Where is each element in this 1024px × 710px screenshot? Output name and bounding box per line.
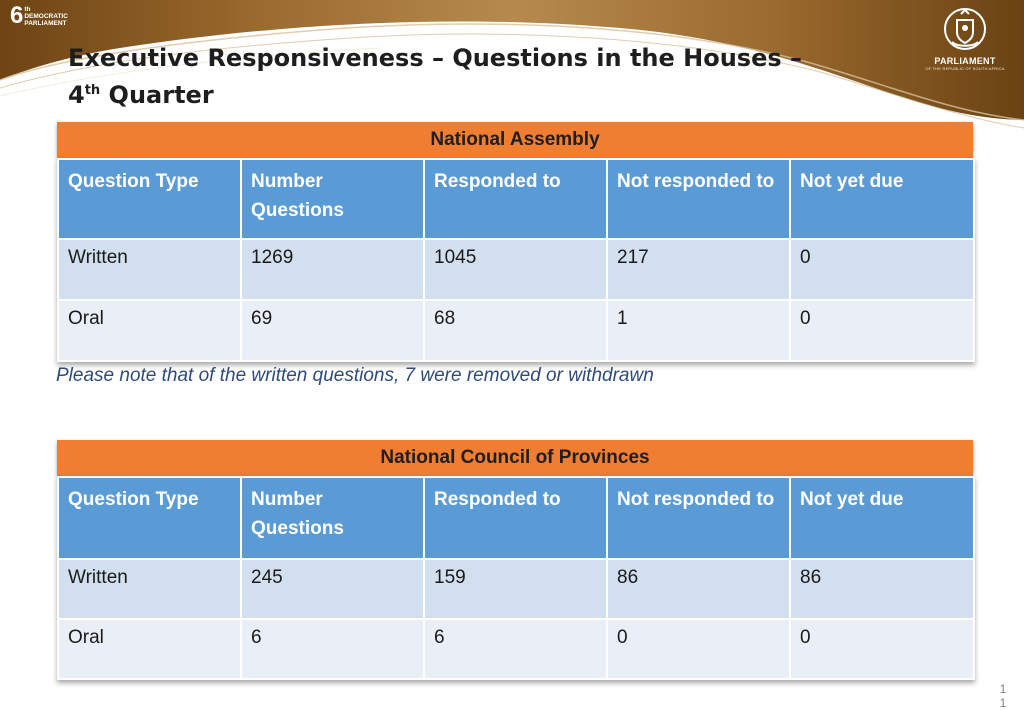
withdrawn-questions-note: Please note that of the written questions, 7 were removed or withdrawn — [56, 365, 654, 386]
column-header: Not yet due — [790, 477, 974, 559]
table-cell: 68 — [424, 300, 607, 361]
column-header: Not responded to — [607, 159, 790, 239]
table-cell: 0 — [607, 619, 790, 679]
table-cell: Written — [58, 559, 241, 619]
table-row — [58, 239, 974, 300]
table-cell: 69 — [241, 300, 424, 361]
table-cell: 86 — [790, 559, 974, 619]
ncop-heading: National Council of Provinces — [57, 440, 973, 476]
table-cell: 159 — [424, 559, 607, 619]
national-assembly-heading: National Assembly — [57, 122, 973, 158]
page-number: 11 — [999, 682, 1007, 710]
table-cell: 1269 — [241, 239, 424, 300]
coat-of-arms-icon — [942, 6, 988, 52]
table-row — [58, 300, 974, 361]
table-cell: 245 — [241, 559, 424, 619]
column-header: Question Type — [58, 159, 241, 239]
sixth-democratic-parliament-logo: 6 th DEMOCRATIC PARLIAMENT — [10, 2, 68, 29]
column-header: Number Questions — [241, 477, 424, 559]
table-cell: 0 — [790, 239, 974, 300]
table-cell: 6 — [424, 619, 607, 679]
table-cell: 0 — [790, 300, 974, 361]
column-header: Responded to — [424, 477, 607, 559]
page-title — [68, 40, 848, 114]
table-cell: Oral — [58, 619, 241, 679]
column-header: Number Questions — [241, 159, 424, 239]
table-cell: 0 — [790, 619, 974, 679]
title-line-1: Executive Responsiveness – Questions in the Houses – — [68, 44, 803, 72]
title-line-2: 4th Quarter — [68, 81, 214, 109]
parliament-crest-logo: PARLIAMENT OF THE REPUBLIC OF SOUTH AFRICA — [922, 6, 1008, 92]
table-row — [58, 619, 974, 679]
table-cell: 86 — [607, 559, 790, 619]
table-cell: Oral — [58, 300, 241, 361]
table-row — [58, 559, 974, 619]
column-header: Not responded to — [607, 477, 790, 559]
table-header-row — [58, 159, 974, 239]
ncop-table — [57, 476, 975, 680]
table-cell: 6 — [241, 619, 424, 679]
table-cell: Written — [58, 239, 241, 300]
column-header: Question Type — [58, 477, 241, 559]
national-assembly-table — [57, 158, 975, 362]
column-header: Responded to — [424, 159, 607, 239]
table-cell: 1045 — [424, 239, 607, 300]
table-cell: 1 — [607, 300, 790, 361]
table-cell: 217 — [607, 239, 790, 300]
column-header: Not yet due — [790, 159, 974, 239]
table-header-row — [58, 477, 974, 559]
